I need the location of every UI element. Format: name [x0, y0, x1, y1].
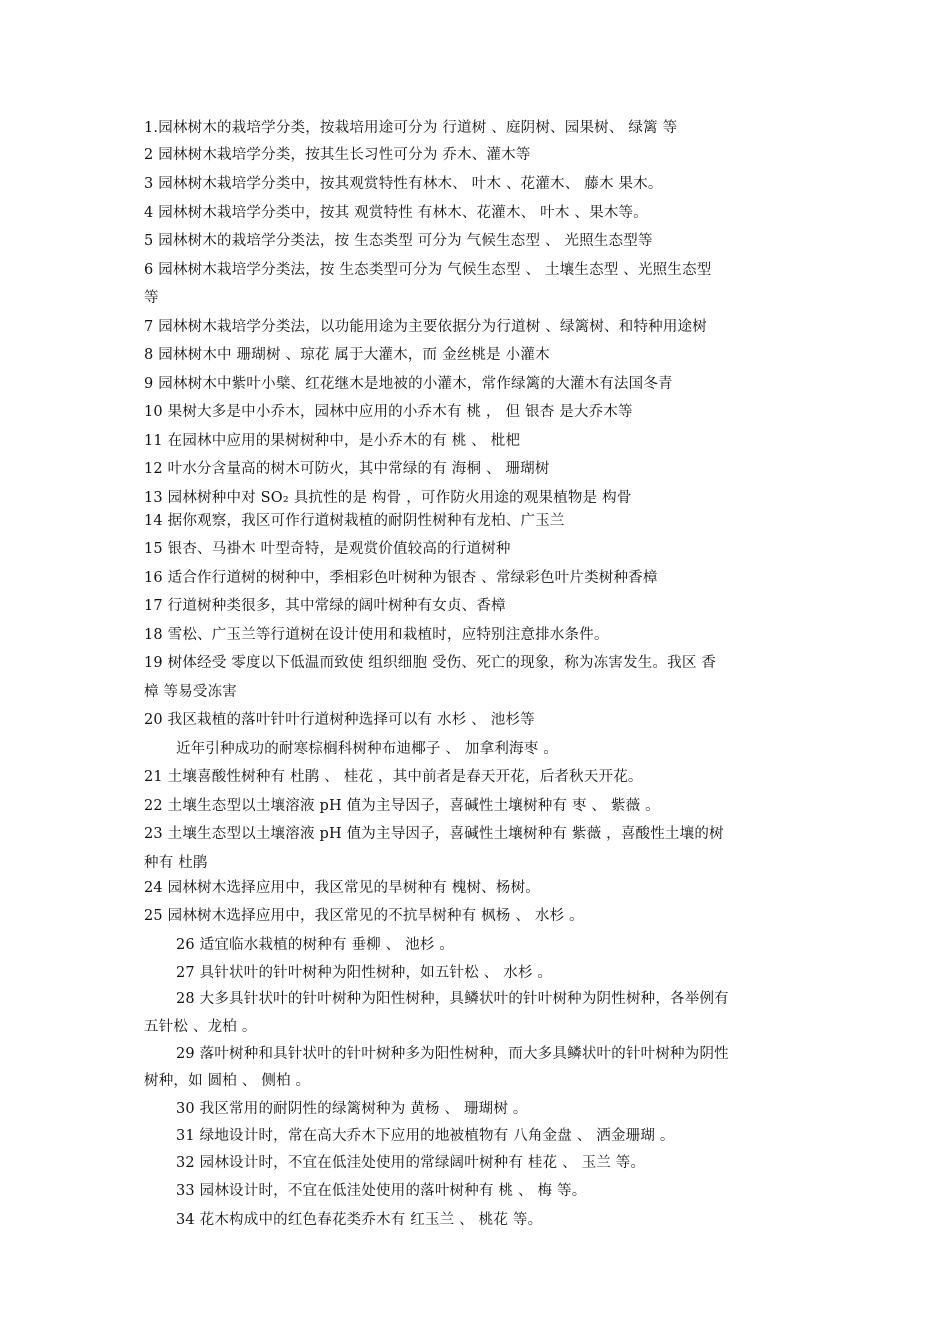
question-29-continued: 树种，如 圆柏 、 侧柏 。	[144, 1073, 311, 1089]
question-4: 4 园林树木栽培学分类中，按其 观赏特性 有林木、花灌木、 叶木 、果木等。	[144, 205, 648, 221]
question-26: 26 适宜临水栽植的树种有 垂柳 、 池杉 。	[176, 937, 455, 953]
question-6-continued: 等	[144, 290, 159, 306]
question-29: 29 落叶树种和具针状叶的针叶树种多为阳性树种，而大多具鳞状叶的针叶树种为阴性	[176, 1046, 729, 1062]
question-3: 3 园林树木栽培学分类中，按其观赏特性有林木、 叶木 、花灌木、 藤木 果木。	[144, 176, 663, 192]
question-23: 23 土壤生态型以土壤溶液 pH 值为主导因子，喜碱性土壤树种有 紫薇 ，喜酸性土壤的树	[144, 826, 724, 842]
question-19: 19 树体经受 零度以下低温而致使 组织细胞 受伤、死亡的现象，称为冻害发生。我区 香	[144, 655, 717, 671]
question-32: 32 园林设计时，不宜在低洼处使用的常绿阔叶树种有 桂花 、 玉兰 等。	[176, 1155, 646, 1171]
question-31: 31 绿地设计时，常在高大乔木下应用的地被植物有 八角金盘 、 洒金珊瑚 。	[176, 1128, 675, 1144]
question-15: 15 银杏、马褂木 叶型奇特，是观赏价值较高的行道树种	[144, 541, 511, 557]
question-33: 33 园林设计时，不宜在低洼处使用的落叶树种有 桃 、 梅 等。	[176, 1183, 587, 1199]
question-20: 20 我区栽植的落叶针叶行道树种选择可以有 水杉 、 池杉等	[144, 712, 535, 728]
question-17: 17 行道树种类很多，其中常绿的阔叶树种有女贞、香樟	[144, 598, 506, 614]
question-30: 30 我区常用的耐阴性的绿篱树种为 黄杨 、 珊瑚树 。	[176, 1101, 528, 1117]
question-6: 6 园林树木栽培学分类法，按 生态类型可分为 气候生态型 、 土壤生态型 、光照生态型	[144, 262, 712, 278]
question-18: 18 雪松、广玉兰等行道树在设计使用和栽植时，应特别注意排水条件。	[144, 627, 609, 643]
question-10: 10 果树大多是中小乔木，园林中应用的小乔木有 桃 ， 但 银杏 是大乔木等	[144, 404, 633, 420]
question-24: 24 园林树木选择应用中，我区常见的旱树种有 槐树、杨树。	[144, 880, 540, 896]
question-21: 21 土壤喜酸性树种有 杜鹃 、 桂花 ，其中前者是春天开花，后者秋天开花。	[144, 769, 643, 785]
question-16: 16 适合作行道树的树种中，季相彩色叶树种为银杏 、常绿彩色叶片类树种香樟	[144, 570, 658, 586]
question-9: 9 园林树木中紫叶小檗、红花继木是地被的小灌木，常作绿篱的大灌木有法国冬青	[144, 376, 673, 392]
question-22: 22 土壤生态型以土壤溶液 pH 值为主导因子，喜碱性土壤树种有 枣 、 紫薇 。	[144, 798, 660, 814]
question-25: 25 园林树木选择应用中，我区常见的不抗旱树种有 枫杨 、 水杉 。	[144, 908, 584, 924]
question-13: 13 园林树种中对 SO₂ 具抗性的是 构骨 ，可作防火用途的观果植物是 构骨	[144, 490, 632, 506]
question-1: 1.园林树木的栽培学分类，按栽培用途可分为 行道树 、庭阴树、园果树、 绿篱 等	[144, 120, 678, 136]
question-27: 27 具针状叶的针叶树种为阳性树种，如五针松 、 水杉 。	[176, 965, 553, 981]
question-28-continued: 五针松 、龙柏 。	[144, 1019, 257, 1035]
question-5: 5 园林树木的栽培学分类法，按 生态类型 可分为 气候生态型 、 光照生态型等	[144, 233, 653, 249]
question-28: 28 大多具针状叶的针叶树种为阳性树种，具鳞状叶的针叶树种为阴性树种，各举例有	[176, 991, 729, 1007]
question-20-extra: 近年引种成功的耐寒棕榈科树种布迪椰子 、 加拿利海枣 。	[176, 741, 558, 757]
question-34: 34 花木构成中的红色春花类乔木有 红玉兰 、 桃花 等。	[176, 1212, 543, 1228]
question-14: 14 据你观察，我区可作行道树栽植的耐阴性树种有龙柏、广玉兰	[144, 513, 565, 529]
question-12: 12 叶水分含量高的树木可防火，其中常绿的有 海桐 、 珊瑚树	[144, 461, 550, 477]
question-8: 8 园林树木中 珊瑚树 、琼花 属于大灌木，而 金丝桃是 小灌木	[144, 347, 550, 363]
question-2: 2 园林树木栽培学分类，按其生长习性可分为 乔木、灌木等	[144, 147, 531, 163]
question-23-continued: 种有 杜鹃	[144, 855, 208, 871]
question-11: 11 在园林中应用的果树树种中，是小乔木的有 桃 、 枇杷	[144, 433, 521, 449]
question-19-continued: 樟 等易受冻害	[144, 684, 238, 700]
question-7: 7 园林树木栽培学分类法，以功能用途为主要依据分为行道树 、绿篱树、和特种用途树	[144, 319, 707, 335]
